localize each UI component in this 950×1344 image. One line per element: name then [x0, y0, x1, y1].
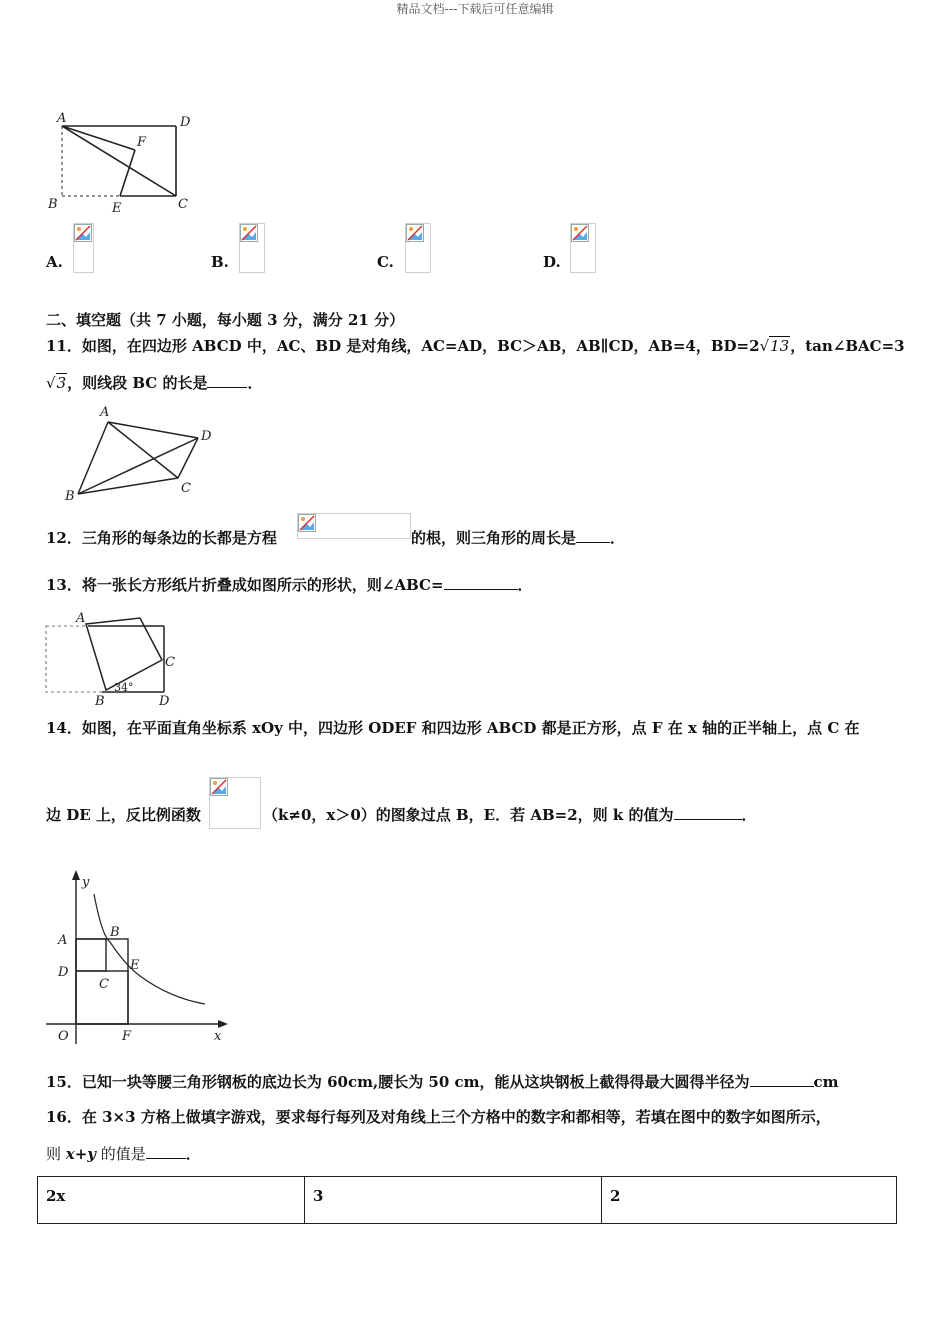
option-d-image	[570, 223, 596, 273]
label-angle: 34°	[114, 681, 134, 694]
label-C: C	[178, 197, 188, 212]
q12-equation-image	[297, 513, 411, 539]
q11-sqrt-13: √13	[759, 337, 790, 355]
q14-function-image	[209, 777, 261, 829]
label-D: D	[201, 429, 212, 444]
q11-line2	[46, 373, 262, 393]
option-c-image	[405, 223, 431, 273]
broken-image-icon	[240, 224, 258, 242]
figure-q11-quadrilateral	[60, 400, 220, 506]
grid-cell	[602, 1177, 897, 1224]
grid-cell-text: 2	[610, 1187, 621, 1205]
q15-unit: cm	[813, 1073, 839, 1091]
q12-end: ．	[610, 529, 626, 547]
q14-line1: 14．如图，在平面直角坐标系 xOy 中，四边形 ODEF 和四边形 ABCD 都是正方形，点 F 在 x 轴的正半轴上，点 C 在	[46, 719, 860, 737]
label-A: A	[100, 405, 110, 420]
q11-text-b: ，tan∠BAC=3	[790, 337, 905, 355]
q11-line1	[46, 336, 905, 356]
option-d-label: D.	[543, 253, 561, 271]
broken-image-icon	[406, 224, 424, 242]
label-E: E	[112, 201, 122, 216]
broken-image-icon	[210, 778, 228, 796]
option-b-label: B.	[211, 253, 229, 271]
q16-text-pre: 则	[46, 1145, 66, 1163]
q11-text-c: ，则线段 BC 的长是	[67, 374, 208, 392]
q11-sqrt-3: √3	[46, 374, 67, 392]
label-E: E	[130, 958, 140, 973]
q14-line2-pre: 边 DE 上，反比例函数	[46, 806, 201, 824]
label-O: O	[58, 1029, 69, 1044]
label-D: D	[58, 965, 69, 980]
label-C: C	[165, 655, 175, 670]
broken-image-icon	[298, 514, 316, 532]
table-row	[38, 1177, 897, 1224]
label-B: B	[95, 694, 105, 708]
grid-cell	[305, 1177, 602, 1224]
q16-variable: x+y	[65, 1145, 97, 1163]
figure-q14-coordinate-plane	[40, 866, 235, 1046]
broken-image-icon	[571, 224, 589, 242]
q11-end: ．	[247, 374, 263, 392]
q14-answer-blank	[674, 805, 742, 820]
label-A: A	[57, 111, 67, 126]
label-A: A	[76, 611, 86, 626]
q15-answer-blank	[750, 1072, 814, 1087]
q12-line-post	[411, 528, 625, 548]
q13-answer-blank	[444, 575, 518, 590]
label-B: B	[110, 925, 120, 940]
option-b-image	[239, 223, 265, 273]
figure-q10-rectangle	[40, 108, 210, 220]
option-c-label: C.	[377, 253, 394, 271]
q13-line	[46, 575, 533, 595]
q12-text-post: 的根，则三角形的周长是	[411, 529, 577, 547]
label-F: F	[122, 1029, 132, 1044]
q15-line	[46, 1072, 839, 1092]
q11-text-a: 11．如图，在四边形 ABCD 中，AC、BD 是对角线，AC=AD，BC＞AB，AB∥CD，AB=4，BD=2	[46, 337, 760, 355]
label-y: y	[82, 875, 90, 890]
q16-line1: 16．在 3×3 方格上做填字游戏，要求每行每列及对角线上三个方格中的数字和都相等，若填在图中的数字如图所示，	[46, 1108, 831, 1126]
q15-text: 15．已知一块等腰三角形钢板的底边长为 60cm,腰长为 50 cm，能从这块钢板上截得得最大圆得半径为	[46, 1073, 750, 1091]
option-a-label: A.	[46, 253, 63, 271]
q12-answer-blank	[576, 528, 610, 543]
label-D: D	[180, 115, 191, 130]
q16-grid-table	[37, 1176, 897, 1224]
label-C: C	[99, 977, 109, 992]
option-a-image	[73, 223, 94, 273]
label-C: C	[181, 481, 191, 496]
label-x: x	[214, 1029, 222, 1044]
section-title: 二、填空题（共 7 小题，每小题 3 分，满分 21 分）	[46, 311, 405, 329]
label-B: B	[65, 489, 75, 504]
q13-text: 13．将一张长方形纸片折叠成如图所示的形状，则∠ABC=	[46, 576, 444, 594]
q16-end: ．	[185, 1145, 201, 1163]
grid-cell-text: 2x	[46, 1187, 66, 1205]
label-B: B	[48, 197, 58, 212]
figure-q13-folded-paper	[40, 608, 190, 708]
q12-text-pre: 12．三角形的每条边的长都是方程	[46, 529, 277, 547]
grid-cell-text: 3	[313, 1187, 324, 1205]
grid-cell	[38, 1177, 305, 1224]
q16-answer-blank	[146, 1144, 186, 1159]
q16-line2	[46, 1144, 201, 1164]
q11-answer-blank	[207, 373, 247, 388]
q13-end: ．	[517, 576, 533, 594]
q14-line2-post	[263, 805, 757, 825]
page-header: 精品文档---下载后可任意编辑	[396, 2, 554, 16]
q16-text-post: 的值是	[96, 1145, 146, 1163]
q14-end: ．	[741, 806, 757, 824]
q14-text-post: （k≠0，x＞0）的图象过点 B，E．若 AB=2，则 k 的值为	[263, 806, 674, 824]
broken-image-icon	[74, 224, 92, 242]
label-D: D	[159, 694, 170, 708]
label-F: F	[137, 135, 147, 150]
label-A: A	[58, 933, 68, 948]
